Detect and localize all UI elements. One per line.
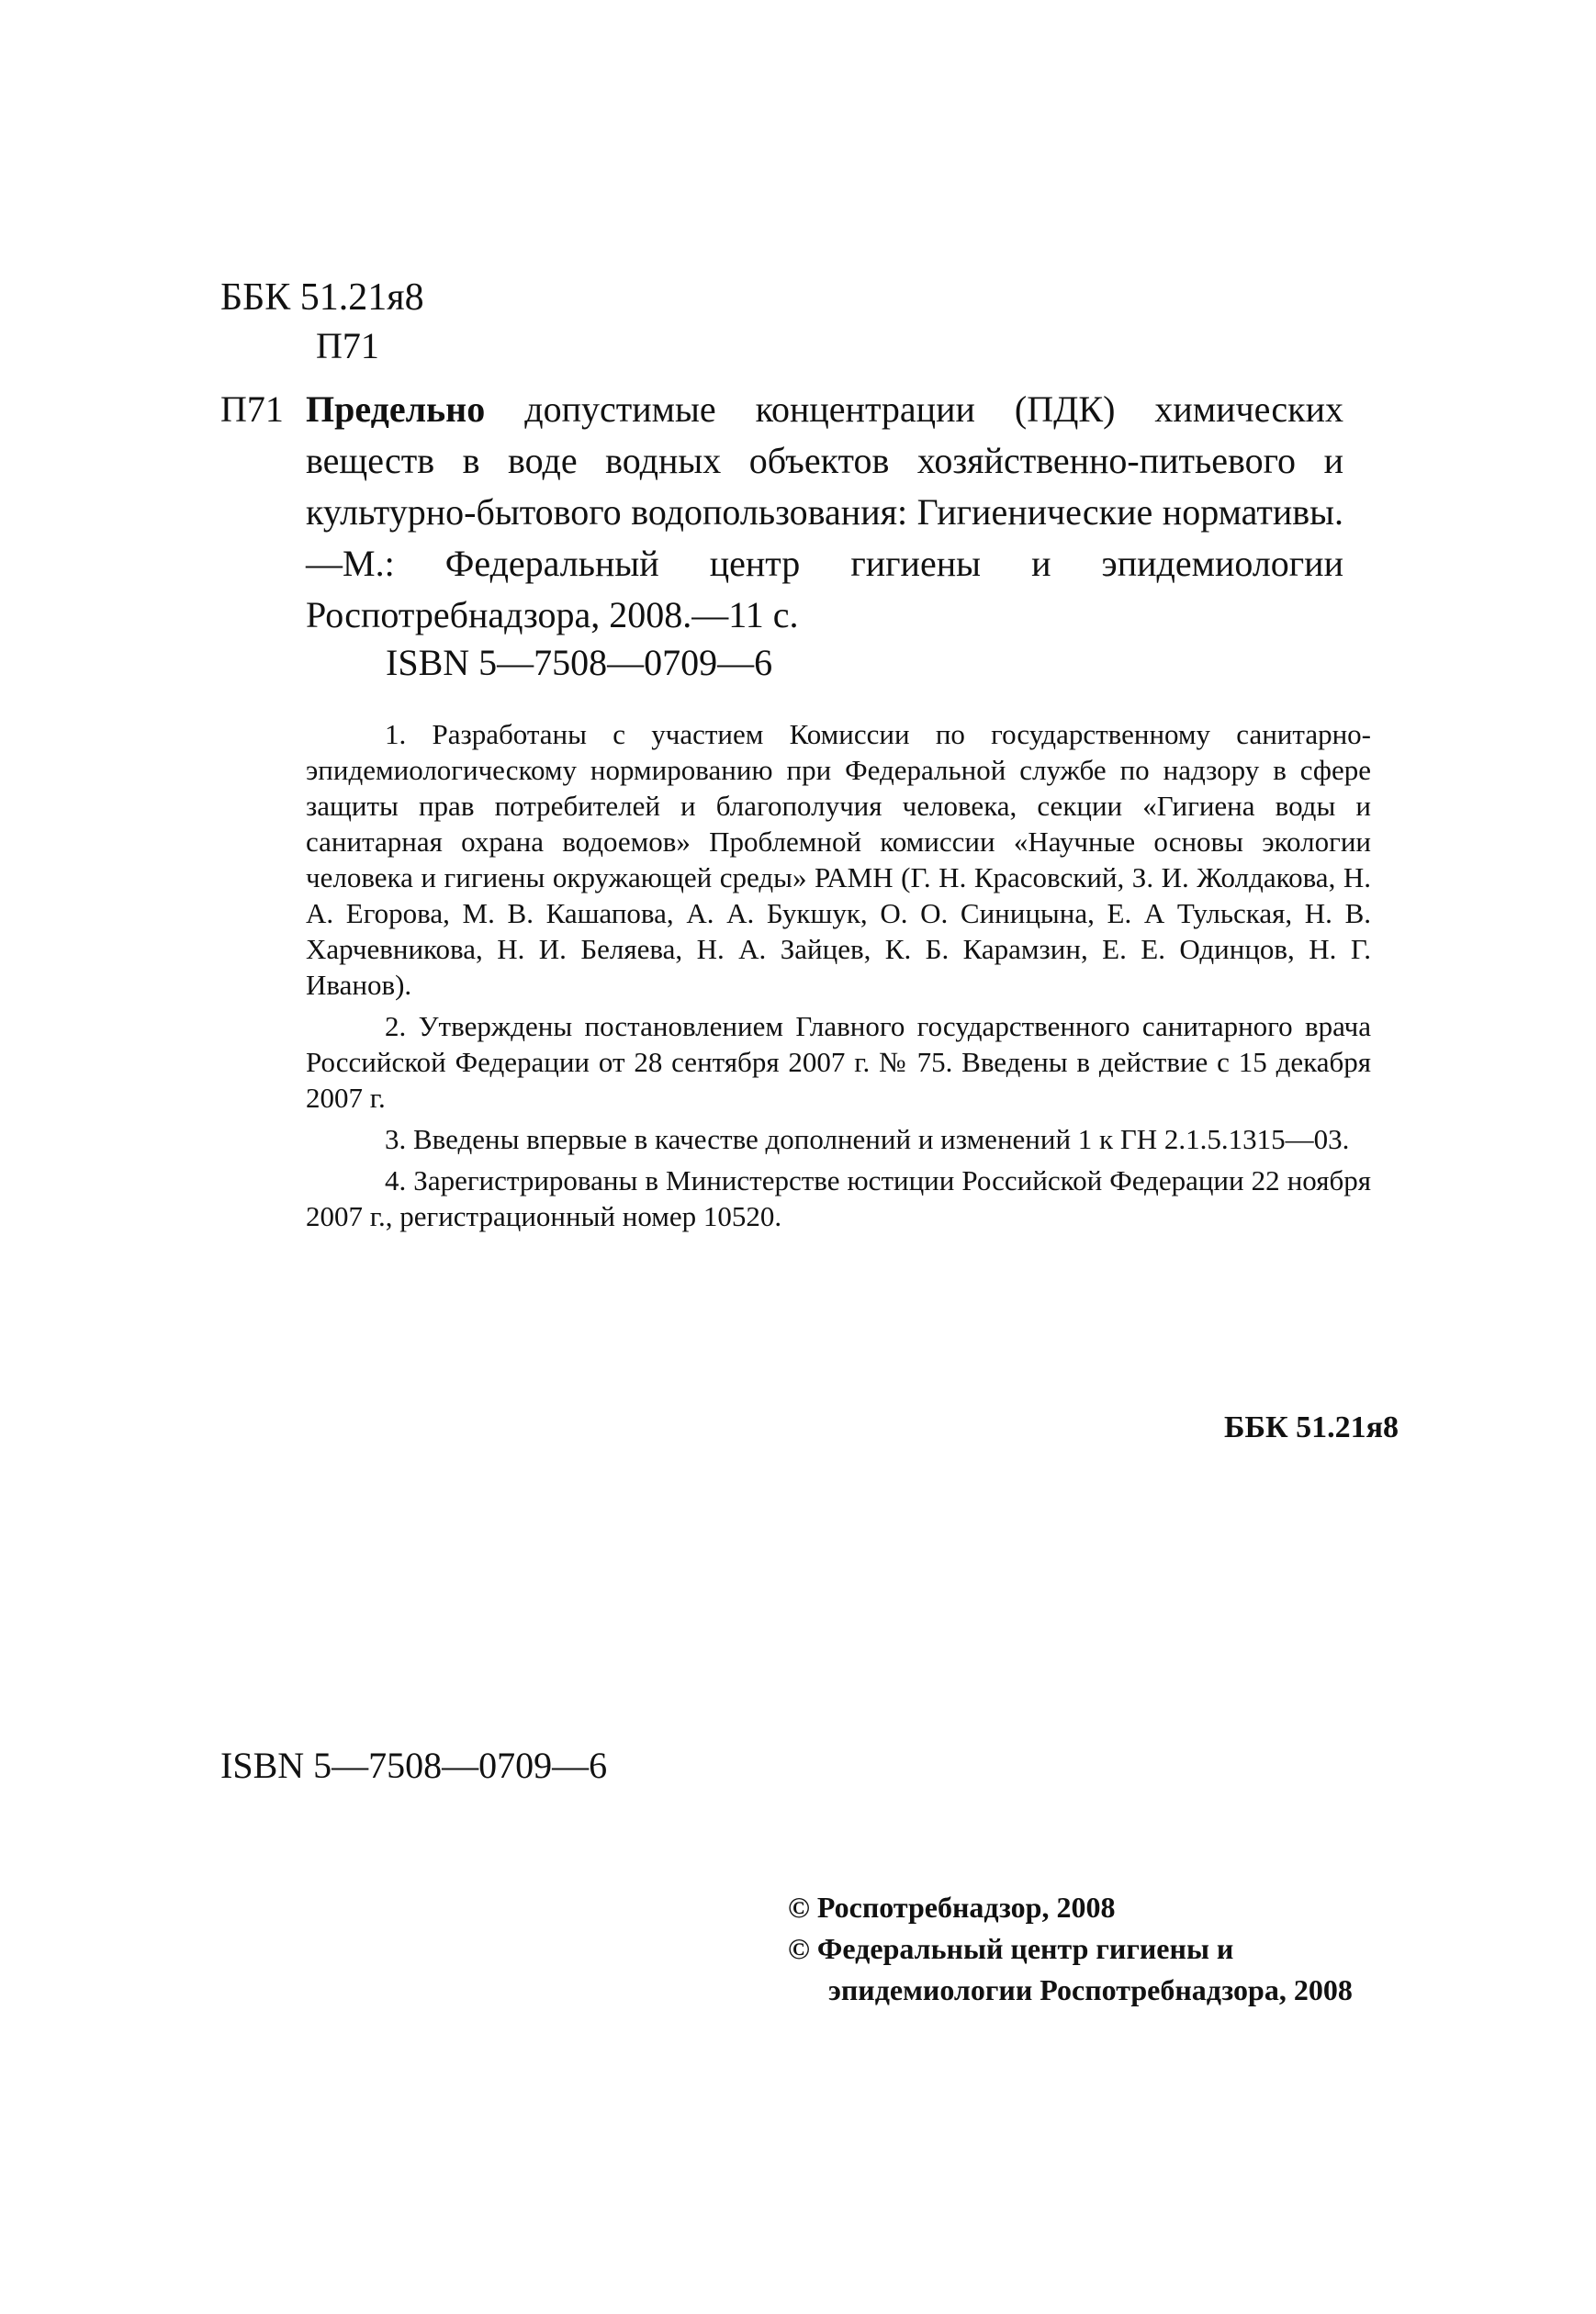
isbn-main: ISBN 5—7508—0709—6 xyxy=(386,642,773,683)
note-3: 3. Введены впервые в качестве дополнений и изменений 1 к ГН 2.1.5.1315—03. xyxy=(385,1123,1350,1155)
isbn-bottom: ISBN 5—7508—0709—6 xyxy=(220,1745,608,1786)
note-1: 1. Разработаны с участием Комиссии по государственному санитарно-эпидемиологическому нормированию при Федеральной службе по надзору в сфере защиты прав потребителей и благополучия человека, секции «Гигиена воды и санитарная охрана водоемов» Проблемной комиссии «Научные основы экологии человека и гигиены окружающей среды» РАМН (Г. Н. Красовский, З. И. Жолдакова, Н. А. Егорова, М. В. Кашапова, А. А. Букшук, О. О. Синицына, Е. А Тульская, Н. В. Харчевникова, Н. И. Беляева, Н. А. Зайцев, К. Б. Карамзин, Е. Е. Одинцов, Н. Г. Иванов). xyxy=(306,718,1371,1001)
note-2: 2. Утверждены постановлением Главного государственного санитарного врача Российской Федерации от 28 сентября 2007 г. № 75. Введены в действие с 15 декабря 2007 г. xyxy=(306,1010,1371,1114)
copyright-line-1: © Роспотребнадзор, 2008 xyxy=(788,1891,1116,1924)
author-mark-top: П71 xyxy=(316,325,379,366)
publication-notes xyxy=(306,716,1371,1240)
bbk-code-right: ББК 51.21я8 xyxy=(1223,1410,1399,1444)
copyright-line-3: эпидемиологии Роспотребнадзора, 2008 xyxy=(828,1973,1353,2006)
bibliographic-entry xyxy=(306,384,1343,641)
bbk-code-top: ББК 51.21я8 xyxy=(220,276,424,319)
author-mark-entry: П71 xyxy=(220,388,284,430)
copyright-line-2: © Федеральный центр гигиены и xyxy=(788,1932,1234,1965)
copyright-block xyxy=(788,1887,1431,2011)
bibliographic-lead-word: Предельно xyxy=(306,388,486,430)
bibliographic-text: допустимые концентрации (ПДК) химических веществ в воде водных объектов хозяйственно-питьевого и культурно-бытового водопользования: Гигиенические нормативы.—М.: Федеральный центр гигиены и эпидемиологии Роспотребнадзора, 2008.—11 с. xyxy=(306,388,1343,635)
note-4: 4. Зарегистрированы в Министерстве юстиции Российской Федерации 22 ноября 2007 г., регистрационный номер 10520. xyxy=(306,1164,1371,1232)
